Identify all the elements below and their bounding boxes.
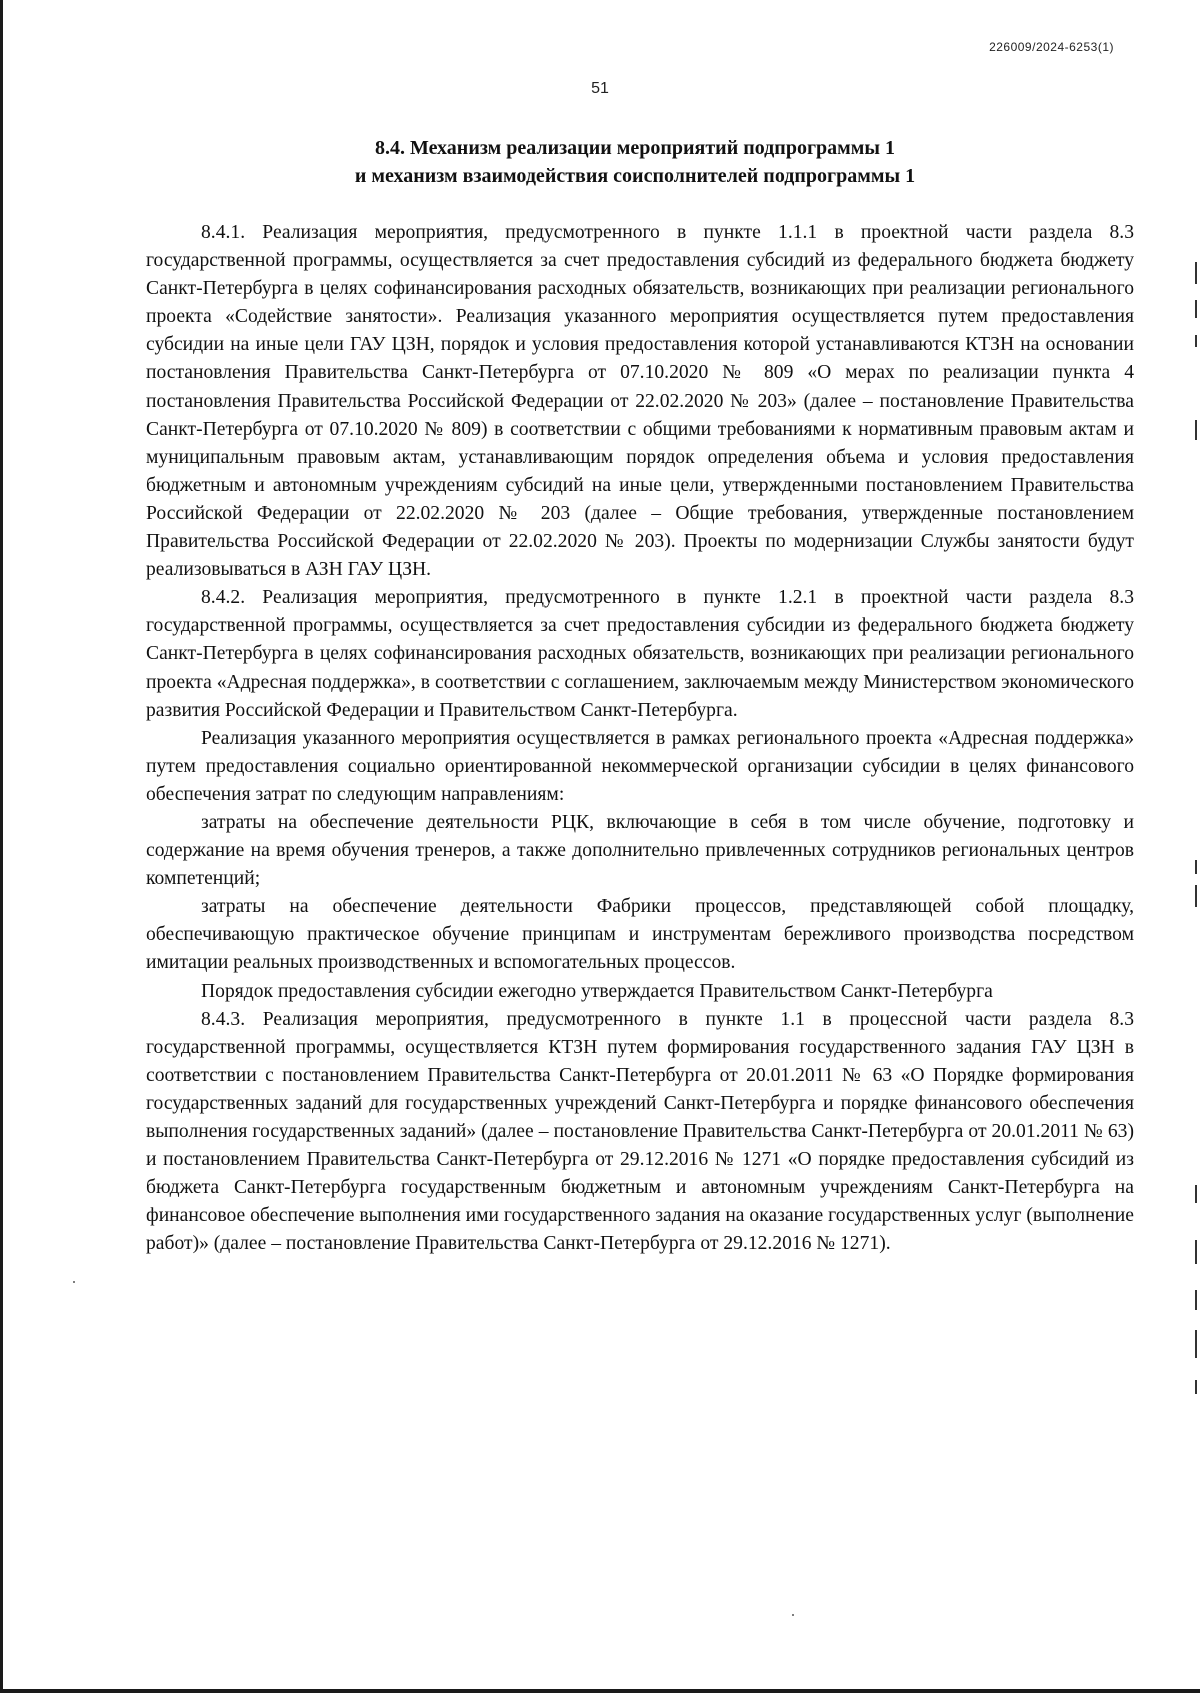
section-heading <box>140 134 1130 190</box>
scan-artifact <box>1195 1290 1197 1310</box>
paragraph-8-4-1: 8.4.1. Реализация мероприятия, предусмотренного в пункте 1.1.1 в проектной части раздела 8.3 государственной программы, осуществляется за счет предоставления субсидий из федерального бюджета бюджету Санкт-Петербурга в целях софинансирования расходных обязательств, возникающих при реализации регионального проекта «Содействие занятости». Реализация указанного мероприятия осуществляется путем предоставления субсидии на иные цели ГАУ ЦЗН, порядок и условия предоставления которой устанавливаются КТЗН на основании постановления Правительства Санкт-Петербурга от 07.10.2020 № 809 «О мерах по реализации пункта 4 постановления Правительства Российской Федерации от 22.02.2020 № 203» (далее – постановление Правительства Санкт-Петербурга от 07.10.2020 № 809) в соответствии с общими требованиями к нормативным правовым актам и муниципальным правовым актам, устанавливающим порядок определения объема и условия предоставления бюджетным и автономным учреждениям субсидий на иные цели, утвержденными постановлением Правительства Российской Федерации от 22.02.2020 № 203 (далее – Общие требования, утвержденные постановлением Правительства Российской Федерации от 22.02.2020 № 203). Проекты по модернизации Службы занятости будут реализовываться в АЗН ГАУ ЦЗН. <box>146 222 1134 581</box>
section-heading-line1: 8.4. Механизм реализации мероприятий подпрограммы 1 <box>374 137 896 159</box>
page-number: 51 <box>591 80 609 97</box>
paragraph-8-4-3: 8.4.3. Реализация мероприятия, предусмотренного в пункте 1.1 в процессной части раздела 8.3 государственной программы, осуществляется КТЗН путем формирования государственного задания ГАУ ЦЗН в соответствии с постановлением Правительства Санкт-Петербурга от 20.01.2011 № 63 «О Порядке формирования государственных заданий для государственных учреждений Санкт-Петербурга и порядке финансового обеспечения выполнения государственных заданий» (далее – постановление Правительства Санкт-Петербурга от 20.01.2011 № 63) и постановлением Правительства Санкт-Петербурга от 29.12.2016 № 1271 «О порядке предоставления субсидий из бюджета Санкт-Петербурга государственным бюджетным и автономным учреждениям Санкт-Петербурга на финансовое обеспечение выполнения ими государственного задания на оказание государственных услуг (выполнение работ)» (далее – постановление Правительства Санкт-Петербурга от 29.12.2016 № 1271). <box>146 1008 1134 1255</box>
scan-artifact <box>1195 300 1197 318</box>
section-heading-line2: и механизм взаимодействия соисполнителей подпрограммы 1 <box>354 165 916 187</box>
paragraph-8-4-2: 8.4.2. Реализация мероприятия, предусмотренного в пункте 1.2.1 в проектной части раздела 8.3 государственной программы, осуществляется за счет предоставления субсидии из федерального бюджета бюджету Санкт-Петербурга в целях софинансирования расходных обязательств, возникающих при реализации регионального проекта «Адресная поддержка», в соответствии с соглашением, заключаемым между Министерством экономического развития Российской Федерации и Правительством Санкт-Петербурга. <box>146 587 1134 721</box>
scan-artifact <box>1195 1240 1197 1264</box>
paragraph-implementation: Реализация указанного мероприятия осуществляется в рамках регионального проекта «Адресная поддержка» путем предоставления социально ориентированной некоммерческой организации субсидии в целях финансового обеспечения затрат по следующим направлениям: <box>146 727 1134 805</box>
registration-number: 226009/2024-6253(1) <box>989 40 1114 54</box>
paragraph-costs-factory: затраты на обеспечение деятельности Фабрики процессов, представляющей собой площадку, обеспечивающую практическое обучение принципам и инструментам бережливого производства посредством имитации реальных производственных и вспомогательных процессов. <box>146 896 1134 974</box>
scan-left-edge <box>0 0 3 1693</box>
scan-artifact <box>1195 420 1197 440</box>
scan-artifact <box>1195 885 1197 907</box>
scan-artifact <box>1195 262 1197 284</box>
scan-speck <box>792 1614 794 1616</box>
scan-speck <box>73 1281 75 1283</box>
scan-bottom-edge <box>0 1689 1200 1693</box>
paragraph-costs-rck: затраты на обеспечение деятельности РЦК, включающие в себя в том числе обучение, подготовку и содержание на время обучения тренеров, а также дополнительно привлеченных сотрудников региональных центров компетенций; <box>146 811 1134 890</box>
scan-artifact <box>1195 335 1197 347</box>
scan-artifact <box>1195 860 1197 874</box>
scan-artifact <box>1195 1185 1197 1203</box>
scan-artifact <box>1195 1380 1197 1394</box>
body-text <box>146 219 1134 1258</box>
paragraph-subsidy-procedure: Порядок предоставления субсидии ежегодно утверждается Правительством Санкт-Петербурга <box>201 980 993 1002</box>
scan-artifact <box>1195 1330 1197 1358</box>
